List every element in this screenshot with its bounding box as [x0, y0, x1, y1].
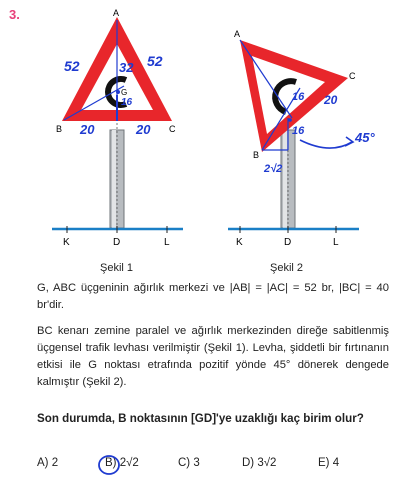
figure-2-caption: Şekil 2 — [270, 262, 304, 274]
choice-c[interactable]: C) 3 — [178, 457, 200, 469]
selected-answer-mark — [97, 454, 121, 476]
ground-l-1: L — [164, 237, 170, 248]
given-info: G, ABC üçgeninin ağırlık merkezi ve |AB| = |AC| = 52 br, |BC| = 40 br'dir. — [37, 282, 389, 311]
figure-1 — [52, 8, 183, 248]
ground-d-1: D — [113, 237, 121, 248]
question-number: 3. — [9, 7, 20, 22]
hw-bc-right: 20 — [136, 122, 151, 137]
question-prompt: Son durumda, B noktasının [GD]'ye uzaklığı kaç birim olur? — [37, 412, 364, 425]
vertex-c-2: C — [349, 71, 356, 81]
hw-ab-mid: 32 — [119, 60, 134, 75]
vertex-a-1: A — [113, 8, 120, 18]
hw-seg-c: 16 — [292, 125, 305, 137]
ground-k-1: K — [63, 237, 70, 248]
problem-description: BC kenarı zemine paralel ve ağırlık merkezinden direğe sabitlenmiş üçgensel trafik levhası verilmiştir (Şekil 1). Levha, şiddetli bir fırtınanın etkisi ile G noktası etrafında pozitif yönde 45° dönerek dengede kalmıştır (Şekil 2). — [37, 325, 389, 388]
hw-ab-left: 52 — [64, 58, 80, 74]
ground-d-2: D — [284, 237, 292, 248]
centroid-point-1 — [116, 90, 120, 94]
figure-2 — [228, 29, 375, 248]
vertex-b-1: B — [56, 124, 63, 134]
ground-l-2: L — [333, 237, 339, 248]
vertex-g-1: G — [121, 88, 128, 97]
figure-1-caption: Şekil 1 — [100, 262, 134, 274]
rotation-arrow — [300, 140, 352, 148]
choice-a[interactable]: A) 2 — [37, 457, 59, 469]
ground-k-2: K — [236, 237, 243, 248]
hw-bc-left: 20 — [80, 122, 95, 137]
vertex-c-1: C — [169, 124, 176, 134]
hw-angle: 45° — [355, 130, 375, 145]
hw-seg-d: 2√2 — [264, 163, 283, 175]
choice-d[interactable]: D) 3√2 — [242, 457, 277, 469]
choice-e[interactable]: E) 4 — [318, 457, 340, 469]
hw-gd: 16 — [121, 97, 133, 108]
vertex-b-2: B — [253, 150, 260, 160]
answer-choices — [37, 457, 397, 475]
choice-b[interactable]: B) 2√2 — [105, 457, 139, 469]
hw-seg-b: 20 — [324, 93, 338, 107]
vertex-a-2: A — [234, 29, 241, 39]
centroid-point-2 — [288, 118, 292, 122]
hw-ac-right: 52 — [147, 53, 163, 69]
hw-seg-a: 16 — [292, 91, 305, 103]
